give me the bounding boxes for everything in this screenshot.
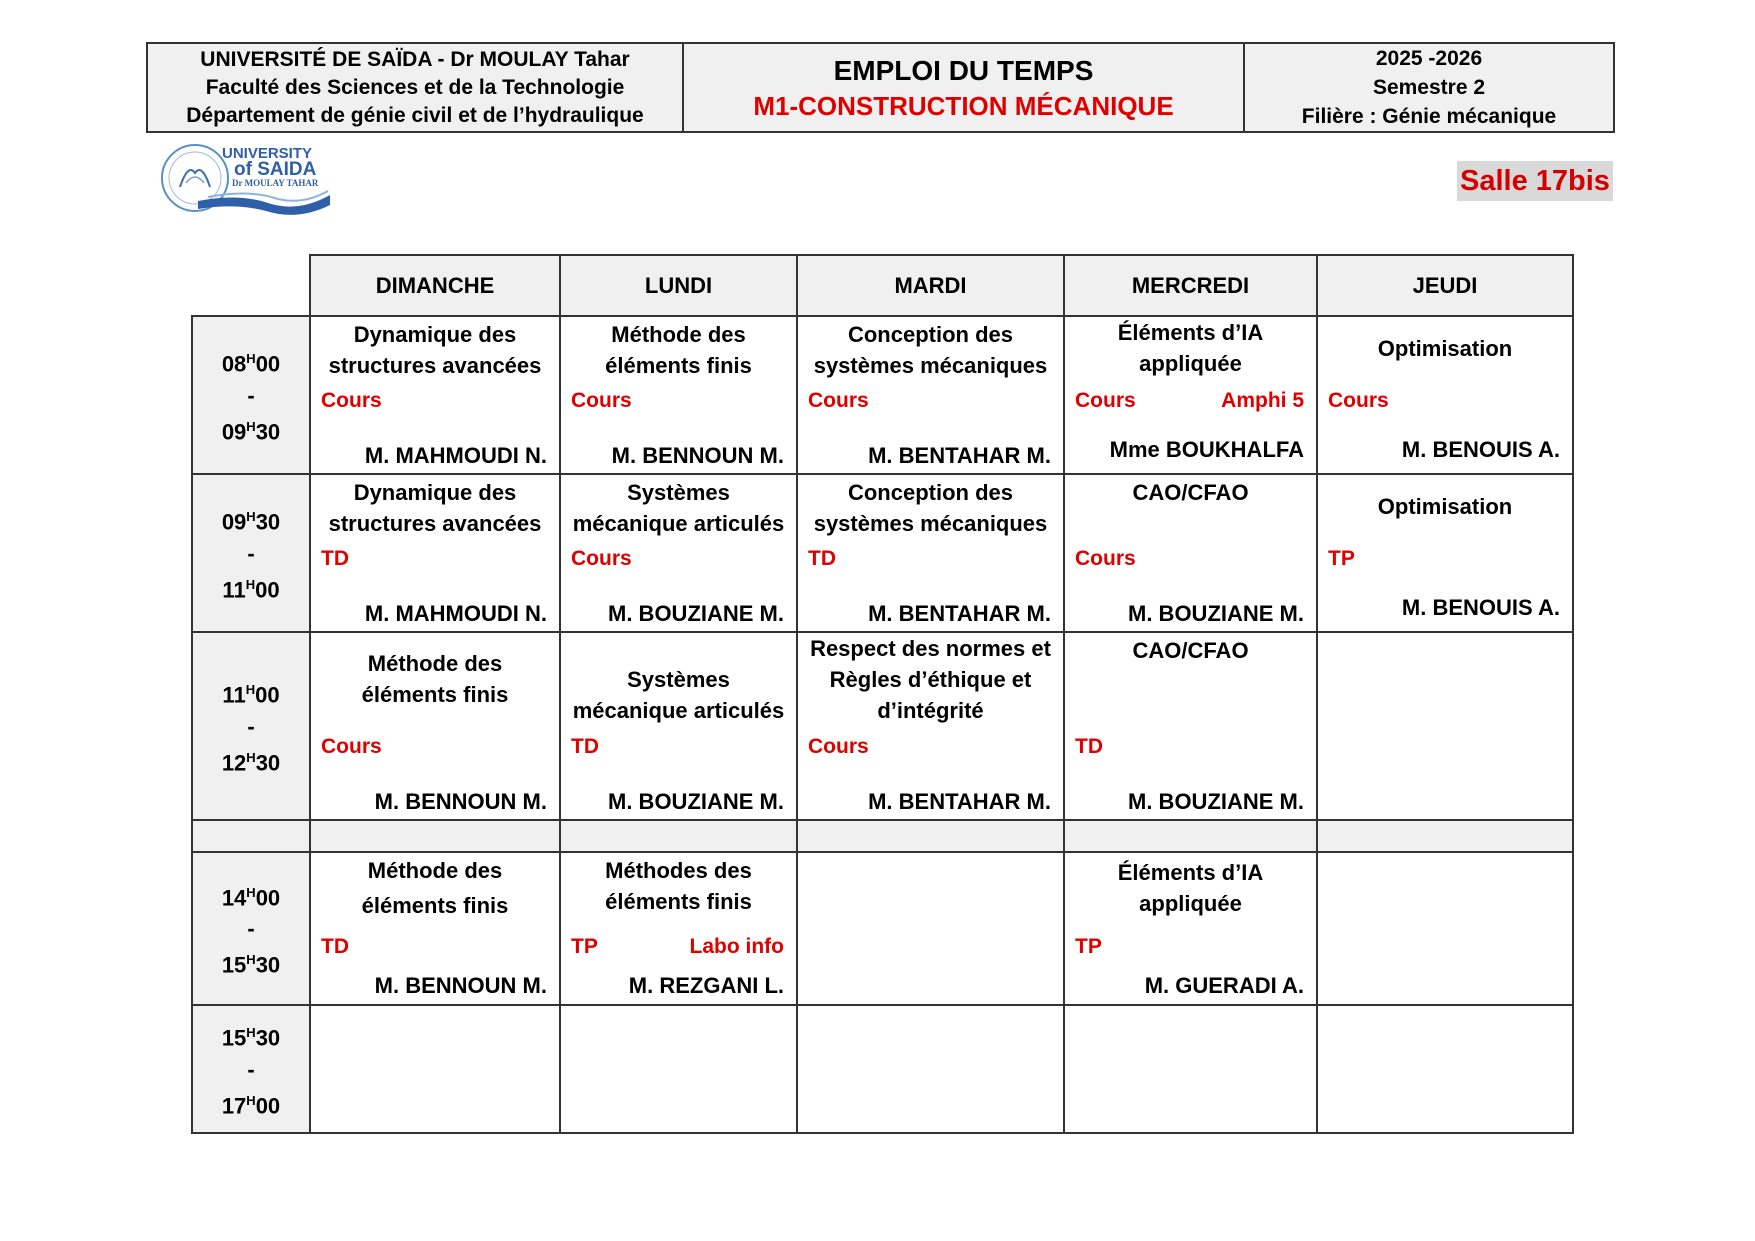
room-label: Labo info	[689, 935, 784, 958]
class-cell	[310, 1005, 560, 1133]
course-title: Systèmes mécanique articulés	[572, 480, 785, 536]
course-title: CAO/CFAO	[1132, 480, 1249, 505]
academic-year: 2025 -2026	[1375, 47, 1483, 70]
header-institution	[148, 44, 684, 131]
day-header: LUNDI	[560, 255, 797, 316]
course-title: Éléments d’IA appliquée	[1117, 860, 1264, 916]
header-period	[1245, 44, 1613, 131]
class-cell	[1317, 852, 1573, 1005]
teacher-name: M. BENOUIS A.	[1401, 595, 1560, 620]
program-title: M1-CONSTRUCTION MÉCANIQUE	[753, 90, 1174, 121]
class-cell	[310, 316, 560, 474]
session-type: TD	[1075, 735, 1103, 758]
time-row	[192, 1005, 1573, 1133]
class-cell	[797, 632, 1064, 820]
class-cell	[560, 1005, 797, 1133]
department-name: Département de génie civil et de l’hydraulique	[186, 103, 644, 127]
day-header: JEUDI	[1317, 255, 1573, 316]
day-header: DIMANCHE	[310, 255, 560, 316]
time-row	[192, 632, 1573, 820]
break-cell	[1317, 820, 1573, 852]
class-cell	[797, 316, 1064, 474]
time-row	[192, 316, 1573, 474]
teacher-name: M. MAHMOUDI N.	[364, 443, 547, 468]
time-slot: $08^H00$ - $09^H30$	[192, 316, 310, 474]
class-cell	[1064, 1005, 1317, 1133]
time-slot: $09^H30$ - $11^H00$	[192, 474, 310, 632]
filiere: Filière : Génie mécanique	[1301, 105, 1557, 128]
class-cell	[1064, 852, 1317, 1005]
class-cell	[1064, 316, 1317, 474]
course-title: Dynamique des structures avancées	[328, 322, 542, 378]
teacher-name: M. BENTAHAR M.	[868, 443, 1051, 468]
course-title: Éléments d’IA appliquée	[1117, 320, 1264, 376]
day-header: MERCREDI	[1064, 255, 1317, 316]
class-cell	[310, 852, 560, 1005]
class-cell	[797, 852, 1064, 1005]
class-cell	[310, 632, 560, 820]
teacher-name: Mme BOUKHALFA	[1109, 437, 1304, 462]
faculty-name: Faculté des Sciences et de la Technologie	[205, 75, 625, 99]
class-cell	[1317, 316, 1573, 474]
logo-text-saida: of SAIDA	[234, 159, 317, 180]
page-title: EMPLOI DU TEMPS	[833, 54, 1094, 86]
session-type: TD	[321, 547, 349, 570]
teacher-name: M. BENOUIS A.	[1401, 437, 1560, 462]
timetable	[191, 254, 1574, 1134]
university-name: UNIVERSITÉ DE SAÏDA - Dr MOULAY Tahar	[200, 47, 630, 71]
session-type: TP	[571, 935, 598, 958]
class-cell	[1064, 632, 1317, 820]
session-type: Cours	[1075, 389, 1136, 412]
teacher-name: M. BENTAHAR M.	[868, 601, 1051, 626]
class-cell	[310, 474, 560, 632]
semester: Semestre 2	[1372, 76, 1486, 99]
corner-cell	[192, 255, 310, 316]
teacher-name: M. BOUZIANE M.	[1128, 789, 1304, 814]
break-cell	[560, 820, 797, 852]
course-title: Méthode des éléments finis	[605, 322, 752, 378]
break-cell	[1064, 820, 1317, 852]
lunch-break-row	[192, 820, 1573, 852]
session-type: Cours	[1328, 389, 1389, 412]
course-title: Conception des systèmes mécaniques	[813, 322, 1048, 378]
session-type: Cours	[571, 389, 632, 412]
teacher-name: M. BENTAHAR M.	[868, 789, 1051, 814]
class-cell	[1317, 474, 1573, 632]
class-cell	[1317, 1005, 1573, 1133]
session-type: Cours	[808, 735, 869, 758]
teacher-name: M. BENNOUN M.	[374, 973, 547, 998]
teacher-name: M. BOUZIANE M.	[1128, 601, 1304, 626]
session-type: TP	[1075, 935, 1102, 958]
day-header: MARDI	[797, 255, 1064, 316]
break-cell	[310, 820, 560, 852]
teacher-name: M. GUERADI A.	[1144, 973, 1304, 998]
class-cell	[560, 474, 797, 632]
session-type: Cours	[1075, 547, 1136, 570]
logo-text-dr: Dr MOULAY TAHAR	[232, 178, 319, 188]
course-title: Systèmes mécanique articulés	[572, 667, 785, 723]
course-title: Dynamique des structures avancées	[328, 480, 542, 536]
logo-text-university: UNIVERSITY	[222, 145, 313, 162]
teacher-name: M. BENNOUN M.	[374, 789, 547, 814]
course-title: Respect des normes et Règles d’éthique et d’intégrité	[810, 636, 1051, 723]
teacher-name: M. BOUZIANE M.	[608, 789, 784, 814]
room-badge: Salle 17bis	[1457, 161, 1613, 201]
room-label: Amphi 5	[1221, 389, 1304, 412]
course-title: Méthode des éléments finis	[361, 651, 509, 707]
session-type: Cours	[321, 389, 382, 412]
class-cell	[560, 316, 797, 474]
session-type: TD	[321, 935, 349, 958]
time-row	[192, 852, 1573, 1005]
teacher-name: M. MAHMOUDI N.	[364, 601, 547, 626]
time-row	[192, 474, 1573, 632]
session-type: Cours	[571, 547, 632, 570]
session-type: TP	[1328, 547, 1355, 570]
class-cell	[560, 632, 797, 820]
course-title: Conception des systèmes mécaniques	[813, 480, 1048, 536]
time-slot: $14^H00$ - $15^H30$	[192, 852, 310, 1005]
session-type: Cours	[808, 389, 869, 412]
class-cell	[560, 852, 797, 1005]
break-cell	[192, 820, 310, 852]
session-type: TD	[571, 735, 599, 758]
class-cell	[1064, 474, 1317, 632]
course-title: Méthode des éléments finis	[361, 858, 509, 918]
header-title-block	[684, 44, 1245, 131]
time-slot: $15^H30$ - $17^H00$	[192, 1005, 310, 1133]
header-box	[146, 42, 1615, 133]
class-cell	[797, 1005, 1064, 1133]
class-cell	[797, 474, 1064, 632]
session-type: Cours	[321, 735, 382, 758]
teacher-name: M. BOUZIANE M.	[608, 601, 784, 626]
university-logo	[158, 143, 338, 217]
course-title: Optimisation	[1377, 494, 1513, 519]
course-title: CAO/CFAO	[1132, 638, 1249, 663]
class-cell	[1317, 632, 1573, 820]
teacher-name: M. BENNOUN M.	[611, 443, 784, 468]
course-title: Optimisation	[1377, 336, 1513, 361]
session-type: TD	[808, 547, 836, 570]
course-title: Méthodes des éléments finis	[605, 858, 752, 914]
time-slot: $11^H00$ - $12^H30$	[192, 632, 310, 820]
days-header-row	[192, 255, 1573, 316]
break-cell	[797, 820, 1064, 852]
teacher-name: M. REZGANI L.	[628, 973, 784, 998]
